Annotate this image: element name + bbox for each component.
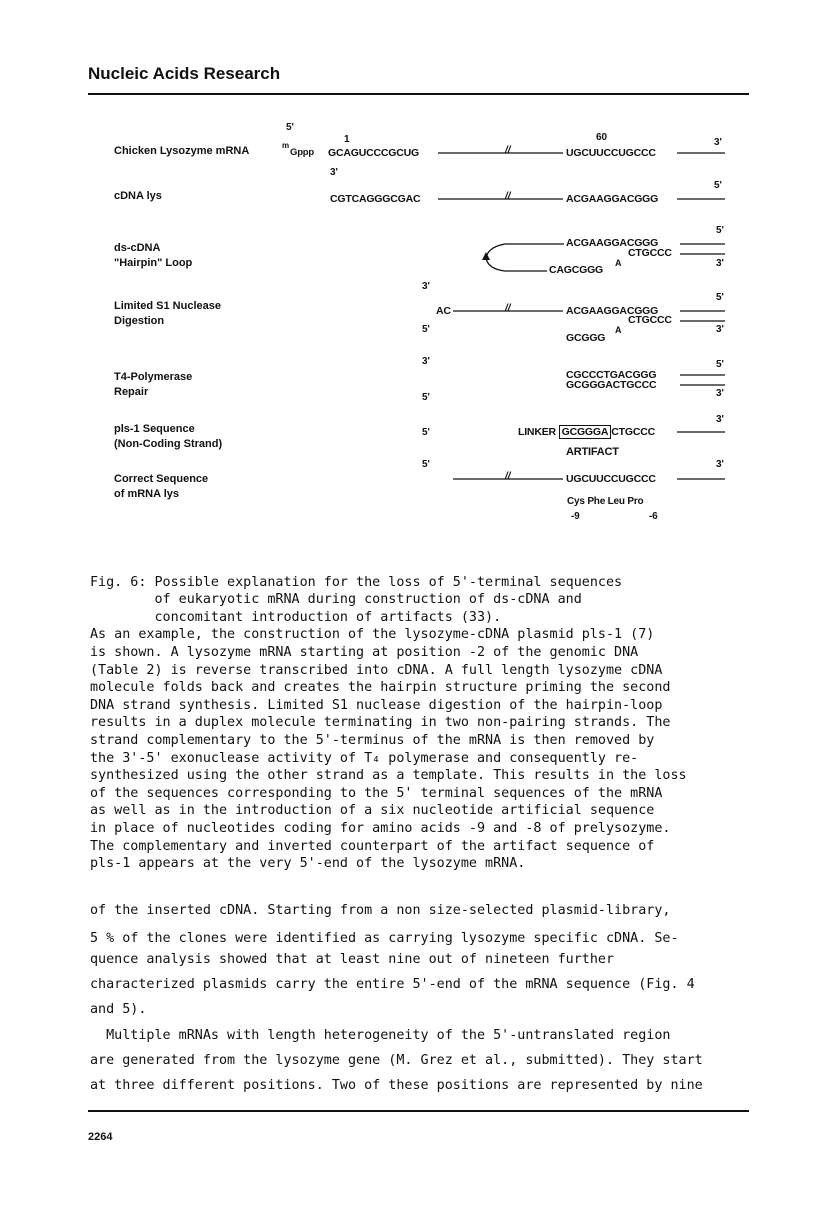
caption-line: synthesized using the other strand as a template. This results in the loss — [90, 768, 687, 784]
s1-top-sequence: ACGAAGGACGGG — [566, 305, 659, 317]
end-label-5: 5' — [716, 359, 724, 370]
caption-line: strand complementary to the 5'-terminus of the mRNA is then removed by — [90, 732, 655, 748]
linker-label: LINKER — [518, 426, 556, 438]
end-label-5: 5' — [422, 324, 430, 335]
row-label-cdna: cDNA lys — [114, 190, 162, 202]
caption-line: As an example, the construction of the lysozyme-cDNA plasmid pls-1 (7) — [90, 627, 655, 643]
end-label-5: 5' — [716, 225, 724, 236]
page-number: 2264 — [88, 1131, 113, 1143]
caption-line: of eukaryotic mRNA during construction of ds-cDNA and — [90, 592, 582, 608]
end-label-3: 3' — [422, 281, 430, 292]
end-label-3: 3' — [716, 258, 724, 269]
aa-position-left: -9 — [571, 511, 580, 522]
body-line: are generated from the lysozyme gene (M. Grez et al., submitted). They start — [90, 1053, 703, 1068]
break-mark: // — [505, 145, 511, 156]
artifact-label: ARTIFACT — [566, 446, 619, 458]
row-label-pls1: pls-1 Sequence (Non-Coding Strand) — [114, 423, 223, 450]
end-label-3: 3' — [716, 414, 724, 425]
amino-acids: Cys Phe Leu Pro — [567, 496, 644, 507]
caption-line: is shown. A lysozyme mRNA starting at position -2 of the genomic DNA — [90, 644, 639, 660]
caption-line: in place of nucleotides coding for amino acids -9 and -8 of prelysozyme. — [90, 820, 671, 836]
end-label-3: 3' — [330, 167, 338, 178]
pls1-rest: CTGCCC — [611, 426, 655, 438]
row-label-ds-cdna: ds-cDNA "Hairpin" Loop — [114, 242, 193, 269]
s1-ac: AC — [436, 305, 451, 317]
position-1: 1 — [344, 134, 350, 145]
body-line: quence analysis showed that at least nine out of nineteen further — [90, 952, 615, 967]
caption-line: The complementary and inverted counterpart of the artifact sequence of — [90, 838, 655, 854]
end-label-5: 5' — [286, 122, 294, 133]
caption-line: pls-1 appears at the very 5'-end of the lysozyme mRNA. — [90, 856, 526, 872]
end-label-3: 3' — [714, 137, 722, 148]
cap-m: m — [282, 141, 289, 150]
figure-caption — [90, 556, 687, 890]
correct-sequence: UGCUUCCUGCCC — [566, 473, 656, 485]
end-label-3: 3' — [716, 324, 724, 335]
end-label-5: 5' — [714, 180, 722, 191]
end-label-5: 5' — [716, 292, 724, 303]
caption-line: the 3'-5' exonuclease activity of T₄ polymerase and consequently re- — [90, 750, 639, 766]
end-label-3: 3' — [716, 388, 724, 399]
cdna-right-sequence: ACGAAGGACGGG — [566, 193, 659, 205]
end-label-3: 3' — [716, 459, 724, 470]
caption-line: molecule folds back and creates the hairpin structure priming the second — [90, 680, 671, 696]
t4-bottom-sequence: GCGGGACTGCCC — [566, 379, 657, 391]
figure-strand-lines — [0, 0, 816, 560]
hairpin-bottom-sequence: CAGCGGG — [549, 264, 604, 276]
body-line: and 5). — [90, 1002, 147, 1017]
caption-line: as well as in the introduction of a six nucleotide artificial sequence — [90, 803, 655, 819]
s1-ctgccc: CTGCCC — [628, 314, 672, 326]
break-mark: // — [505, 191, 511, 202]
position-60: 60 — [596, 132, 608, 143]
caption-line: Fig. 6: Possible explanation for the loss of 5'-terminal sequences — [90, 574, 623, 590]
end-label-3: 3' — [422, 356, 430, 367]
end-label-5: 5' — [422, 392, 430, 403]
mrna-3-sequence: UGCUUCCUGCCC — [566, 147, 656, 159]
caption-line: DNA strand synthesis. Limited S1 nuclease digestion of the hairpin-loop — [90, 697, 663, 713]
footer-rule — [88, 1110, 749, 1112]
body-line: 5 % of the clones were identified as carrying lysozyme specific cDNA. Se- — [90, 931, 679, 946]
caption-line: concomitant introduction of artifacts (33). — [90, 609, 502, 625]
mrna-5-sequence: GCAGUCCCGCUG — [328, 147, 419, 159]
break-mark: // — [505, 303, 511, 314]
s1-a: A — [615, 325, 622, 335]
pls1-sequence — [518, 426, 655, 438]
hairpin-top-sequence: ACGAAGGACGGG — [566, 237, 659, 249]
row-label-t4: T4-Polymerase Repair — [114, 371, 193, 398]
hairpin-ctgccc: CTGCCC — [628, 247, 672, 259]
body-line: of the inserted cDNA. Starting from a non size-selected plasmid-library, — [90, 903, 671, 918]
row-label-s1: Limited S1 Nuclease Digestion — [114, 300, 221, 327]
t4-top-sequence: CGCCCTGACGGG — [566, 369, 657, 381]
row-label-correct: Correct Sequence of mRNA lys — [114, 473, 209, 500]
break-mark: // — [505, 471, 511, 482]
body-line: at three different positions. Two of these positions are represented by nine — [90, 1078, 703, 1093]
end-label-5: 5' — [422, 427, 430, 438]
caption-line: of the sequences corresponding to the 5' terminal sequences of the mRNA — [90, 785, 663, 801]
artifact-box: GCGGGA — [559, 425, 612, 439]
body-line: characterized plasmids carry the entire 5'-end of the mRNA sequence (Fig. 4 — [90, 977, 695, 992]
cap-gppp: Gppp — [290, 147, 314, 158]
row-label-mrna: Chicken Lysozyme mRNA — [114, 145, 250, 157]
caption-line: (Table 2) is reverse transcribed into cDNA. A full length lysozyme cDNA — [90, 662, 663, 678]
s1-bottom-sequence: GCGGG — [566, 332, 606, 344]
journal-header: Nucleic Acids Research — [88, 64, 281, 83]
hairpin-a: A — [615, 258, 622, 268]
end-label-5: 5' — [422, 459, 430, 470]
body-line: Multiple mRNAs with length heterogeneity of the 5'-untranslated region — [90, 1028, 671, 1043]
caption-line: results in a duplex molecule terminating in two non-pairing strands. The — [90, 715, 671, 731]
cdna-left-sequence: CGTCAGGGCGAC — [330, 193, 421, 205]
aa-position-right: -6 — [649, 511, 658, 522]
